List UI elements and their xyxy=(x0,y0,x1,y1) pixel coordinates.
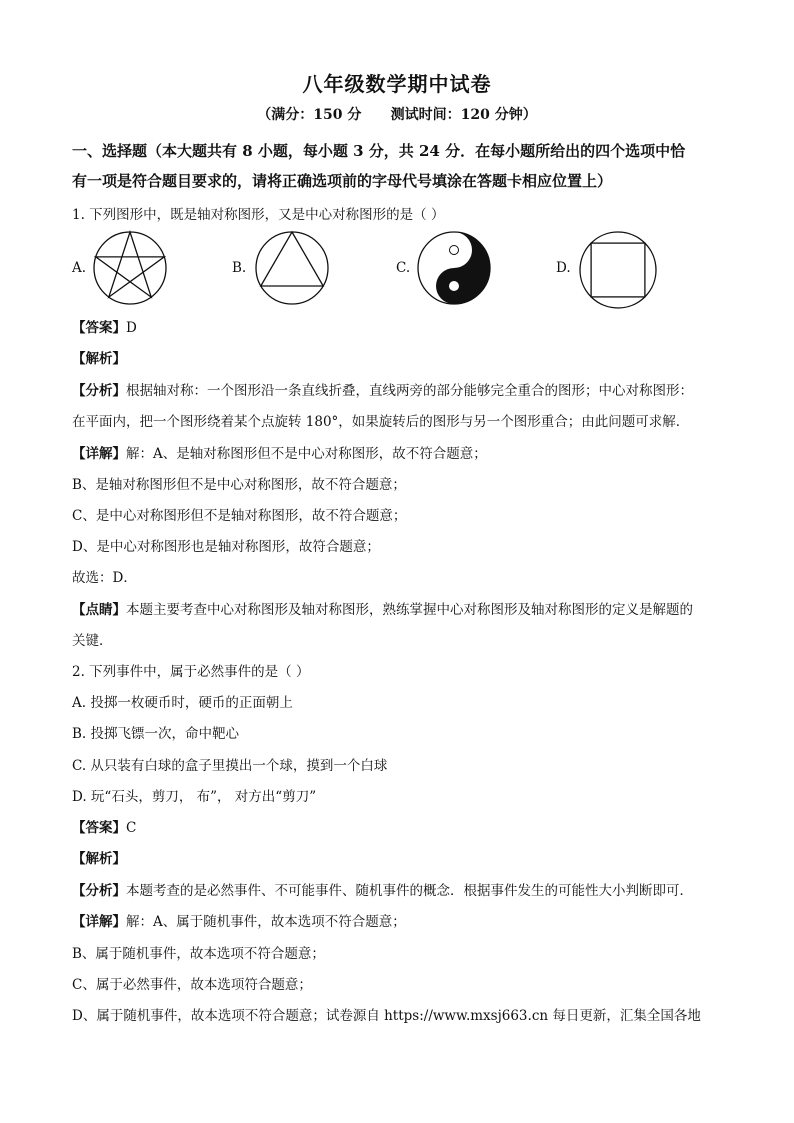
option-label: A. xyxy=(72,260,87,276)
q1-detail-d: D、是中心对称图形也是轴对称图形，故符合题意； xyxy=(72,539,380,555)
q2-option-c: C. 从只装有白球的盒子里摸出一个球，摸到一个白球 xyxy=(72,758,388,774)
q1-dianjing-line2: 关键． xyxy=(72,633,113,649)
page-title: 八年级数学期中试卷 xyxy=(302,72,492,96)
fenxi-text: 根据轴对称：一个图形沿一条直线折叠，直线两旁的部分能够完全重合的图形；中心对称图形： xyxy=(126,383,693,399)
q1-stem: 1. 下列图形中，既是轴对称图形，又是中心对称图形的是（ ） xyxy=(72,207,445,223)
answer-tag: 【答案】 xyxy=(72,820,126,836)
q1-detail-a xyxy=(72,442,487,462)
dianjing-tag: 【点睛】 xyxy=(72,602,126,618)
pentagram-in-circle-icon xyxy=(92,230,168,306)
q2-option-d: D. 玩“石头，剪刀， 布”， 对方出“剪刀” xyxy=(72,789,317,805)
answer-tag: 【答案】 xyxy=(72,320,126,336)
q2-detail-a xyxy=(72,910,406,930)
q1-detail-c: C、是中心对称图形但不是轴对称图形，故不符合题意； xyxy=(72,508,407,524)
yin-yang-icon xyxy=(416,230,492,306)
q1-fenxi-line1 xyxy=(72,379,693,399)
fenxi-tag: 【分析】 xyxy=(72,883,126,899)
xiangjie-tag: 【详解】 xyxy=(72,446,126,462)
fenxi-text: 本题考查的是必然事件、不可能事件、随机事件的概念．根据事件发生的可能性大小判断即可． xyxy=(126,883,693,899)
exam-info: （满分：150 分 测试时间：120 分钟） xyxy=(257,107,537,123)
detail-text: 解：A、属于随机事件，故本选项不符合题意； xyxy=(126,914,406,930)
q2-option-b: B. 投掷飞镖一次，命中靶心 xyxy=(72,726,240,742)
xiangjie-tag: 【详解】 xyxy=(72,914,126,930)
triangle-in-circle-icon xyxy=(254,230,330,306)
dianjing-text: 本题主要考查中心对称图形及轴对称图形，熟练掌握中心对称图形及轴对称图形的定义是解题的 xyxy=(126,602,693,618)
answer-value: D xyxy=(126,320,137,336)
q2-analysis-tag: 【解析】 xyxy=(72,851,126,867)
q1-detail-b: B、是轴对称图形但不是中心对称图形，故不符合题意； xyxy=(72,477,406,493)
answer-value: C xyxy=(126,820,137,836)
section-heading-line2: 有一项是符合题目要求的，请将正确选项前的字母代号填涂在答题卡相应位置上） xyxy=(72,172,613,190)
fenxi-tag: 【分析】 xyxy=(72,383,126,399)
q1-dianjing-line1 xyxy=(72,598,693,618)
q2-detail-d: D、属于随机事件，故本选项不符合题意；试卷源自 https://www.mxsj663.cn 每日更新，汇集全国各地 xyxy=(72,1008,701,1024)
q1-figure-options xyxy=(72,228,732,310)
q2-fenxi-line1 xyxy=(72,879,693,899)
q1-choose: 故选：D． xyxy=(72,570,137,586)
section-heading-line1: 一、选择题（本大题共有 8 小题，每小题 3 分，共 24 分．在每小题所给出的四个选项中恰 xyxy=(72,142,686,160)
q1-fenxi-line2: 在平面内，把一个图形绕着某个点旋转 180°，如果旋转后的图形与另一个图形重合；由此问题可求解． xyxy=(72,414,690,430)
option-label: D. xyxy=(556,260,571,276)
q2-detail-c: C、属于必然事件，故本选项符合题意； xyxy=(72,977,312,993)
option-label: B. xyxy=(232,260,247,276)
q2-detail-b: B、属于随机事件，故本选项不符合题意； xyxy=(72,946,325,962)
q1-analysis-tag: 【解析】 xyxy=(72,351,126,367)
detail-text: 解：A、是轴对称图形但不是中心对称图形，故不符合题意； xyxy=(126,446,487,462)
q1-answer xyxy=(72,316,137,336)
q2-stem: 2. 下列事件中，属于必然事件的是（ ） xyxy=(72,664,310,680)
q2-answer xyxy=(72,816,136,836)
option-label: C. xyxy=(396,260,411,276)
q2-option-a: A. 投掷一枚硬币时，硬币的正面朝上 xyxy=(72,695,293,711)
square-in-circle-icon xyxy=(578,230,658,310)
